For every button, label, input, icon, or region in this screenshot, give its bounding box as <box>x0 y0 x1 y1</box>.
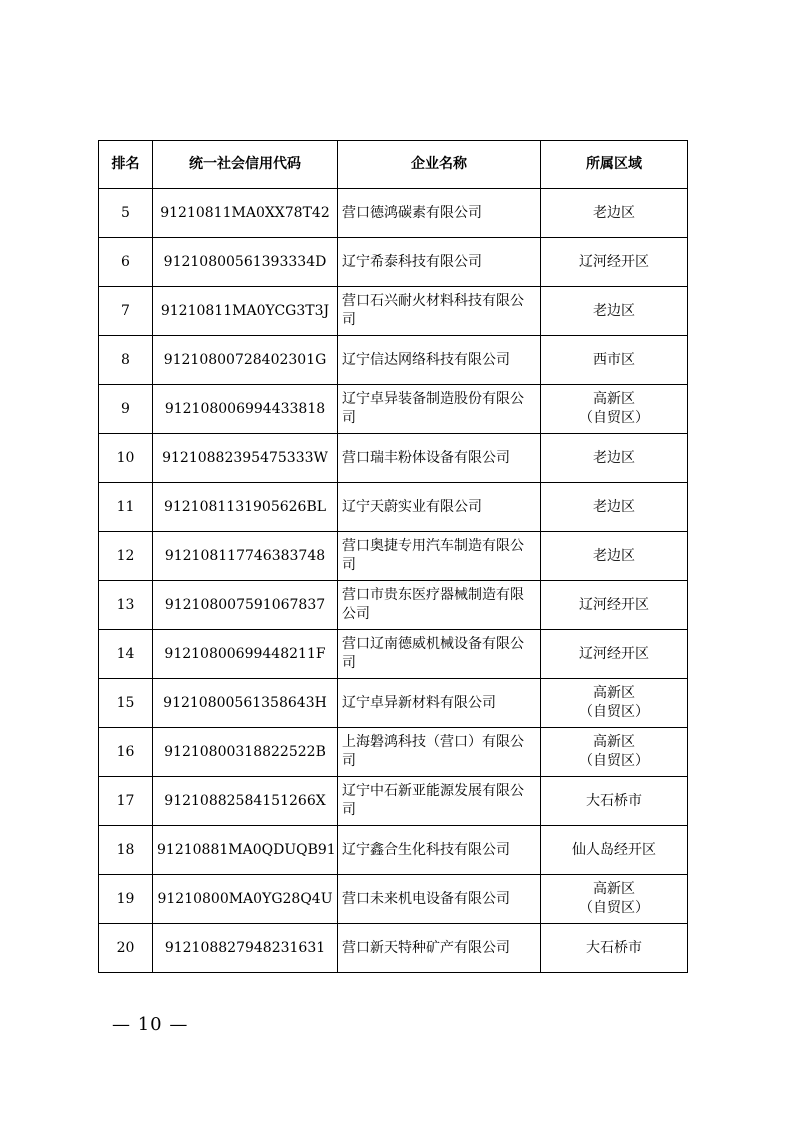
region-line: 辽河经开区 <box>579 645 649 662</box>
table-row <box>99 728 688 777</box>
cell-credit-code: 912108827948231631 <box>153 924 338 973</box>
cell-company-name: 辽宁中石新亚能源发展有限公司 <box>338 777 541 826</box>
table-row <box>99 826 688 875</box>
cell-region <box>541 238 688 287</box>
cell-rank: 18 <box>99 826 153 875</box>
cell-region <box>541 483 688 532</box>
cell-region <box>541 728 688 777</box>
table-row <box>99 483 688 532</box>
region-line: （自贸区） <box>579 753 649 769</box>
cell-credit-code: 91210800318822522B <box>153 728 338 777</box>
cell-rank: 13 <box>99 581 153 630</box>
cell-rank: 19 <box>99 875 153 924</box>
cell-company-name: 辽宁卓异装备制造股份有限公司 <box>338 385 541 434</box>
region-line: 辽河经开区 <box>579 253 649 270</box>
table-row <box>99 532 688 581</box>
cell-rank: 6 <box>99 238 153 287</box>
cell-region <box>541 336 688 385</box>
region-line: 高新区 <box>593 734 635 750</box>
table-row <box>99 777 688 826</box>
cell-region <box>541 679 688 728</box>
table-body <box>99 189 688 973</box>
header-company-name: 企业名称 <box>338 141 541 189</box>
table-row <box>99 189 688 238</box>
cell-credit-code: 91210881MA0QDUQB91 <box>153 826 338 875</box>
region-line: 老边区 <box>593 449 635 466</box>
cell-rank: 10 <box>99 434 153 483</box>
cell-rank: 15 <box>99 679 153 728</box>
region-line: （自贸区） <box>579 900 649 916</box>
cell-credit-code: 912108117746383748 <box>153 532 338 581</box>
cell-rank: 17 <box>99 777 153 826</box>
cell-region <box>541 434 688 483</box>
cell-region <box>541 777 688 826</box>
region-line: 仙人岛经开区 <box>572 841 656 858</box>
table-row <box>99 434 688 483</box>
cell-region <box>541 581 688 630</box>
cell-company-name: 辽宁希泰科技有限公司 <box>338 238 541 287</box>
table-row <box>99 630 688 679</box>
table-row <box>99 924 688 973</box>
cell-credit-code: 91210800MA0YG28Q4U <box>153 875 338 924</box>
cell-credit-code: 91210800561393334D <box>153 238 338 287</box>
cell-company-name: 营口新天特种矿产有限公司 <box>338 924 541 973</box>
cell-company-name: 辽宁鑫合生化科技有限公司 <box>338 826 541 875</box>
table-row <box>99 679 688 728</box>
cell-region <box>541 385 688 434</box>
cell-company-name: 营口未来机电设备有限公司 <box>338 875 541 924</box>
region-line: 老边区 <box>593 547 635 564</box>
cell-company-name: 营口奥捷专用汽车制造有限公司 <box>338 532 541 581</box>
cell-company-name: 营口石兴耐火材料科技有限公司 <box>338 287 541 336</box>
cell-credit-code: 91210811MA0YCG3T3J <box>153 287 338 336</box>
region-line: 老边区 <box>593 302 635 319</box>
cell-region <box>541 189 688 238</box>
cell-credit-code: 91210811MA0XX78T42 <box>153 189 338 238</box>
table-row <box>99 287 688 336</box>
cell-company-name: 营口辽南德威机械设备有限公司 <box>338 630 541 679</box>
cell-credit-code: 91210800561358643H <box>153 679 338 728</box>
cell-rank: 16 <box>99 728 153 777</box>
cell-company-name: 营口德鸿碳素有限公司 <box>338 189 541 238</box>
region-line: 高新区 <box>593 881 635 897</box>
cell-region <box>541 287 688 336</box>
cell-rank: 11 <box>99 483 153 532</box>
table-row <box>99 336 688 385</box>
region-line: 老边区 <box>593 204 635 221</box>
region-line: 大石桥市 <box>586 939 642 956</box>
header-rank: 排名 <box>99 141 153 189</box>
cell-company-name: 辽宁卓异新材料有限公司 <box>338 679 541 728</box>
cell-company-name: 营口瑞丰粉体设备有限公司 <box>338 434 541 483</box>
region-line: 老边区 <box>593 498 635 515</box>
cell-rank: 8 <box>99 336 153 385</box>
region-line: 高新区 <box>593 685 635 701</box>
cell-region <box>541 630 688 679</box>
header-region: 所属区域 <box>541 141 688 189</box>
cell-credit-code: 91210882584151266X <box>153 777 338 826</box>
cell-region <box>541 532 688 581</box>
cell-region <box>541 875 688 924</box>
table-header-row <box>99 141 688 189</box>
header-credit-code: 统一社会信用代码 <box>153 141 338 189</box>
cell-rank: 9 <box>99 385 153 434</box>
cell-rank: 12 <box>99 532 153 581</box>
region-line: 高新区 <box>593 391 635 407</box>
cell-company-name: 上海磐鸿科技（营口）有限公司 <box>338 728 541 777</box>
cell-credit-code: 91210800699448211F <box>153 630 338 679</box>
table-row <box>99 385 688 434</box>
cell-rank: 7 <box>99 287 153 336</box>
cell-credit-code: 912108007591067837 <box>153 581 338 630</box>
region-line: 大石桥市 <box>586 792 642 809</box>
table-row <box>99 875 688 924</box>
region-line: （自贸区） <box>579 410 649 426</box>
region-line: 西市区 <box>593 351 635 368</box>
cell-rank: 5 <box>99 189 153 238</box>
cell-credit-code: 9121081131905626BL <box>153 483 338 532</box>
table-row <box>99 238 688 287</box>
cell-credit-code: 91210882395475333W <box>153 434 338 483</box>
region-line: 辽河经开区 <box>579 596 649 613</box>
cell-company-name: 营口市贵东医疗器械制造有限公司 <box>338 581 541 630</box>
cell-credit-code: 912108006994433818 <box>153 385 338 434</box>
region-line: （自贸区） <box>579 704 649 720</box>
cell-rank: 14 <box>99 630 153 679</box>
table-row <box>99 581 688 630</box>
cell-region <box>541 924 688 973</box>
cell-rank: 20 <box>99 924 153 973</box>
cell-credit-code: 91210800728402301G <box>153 336 338 385</box>
cell-company-name: 辽宁天蔚实业有限公司 <box>338 483 541 532</box>
cell-region <box>541 826 688 875</box>
page-number: — 10 — <box>112 1014 189 1035</box>
cell-company-name: 辽宁信达网络科技有限公司 <box>338 336 541 385</box>
enterprise-ranking-table <box>98 140 688 973</box>
